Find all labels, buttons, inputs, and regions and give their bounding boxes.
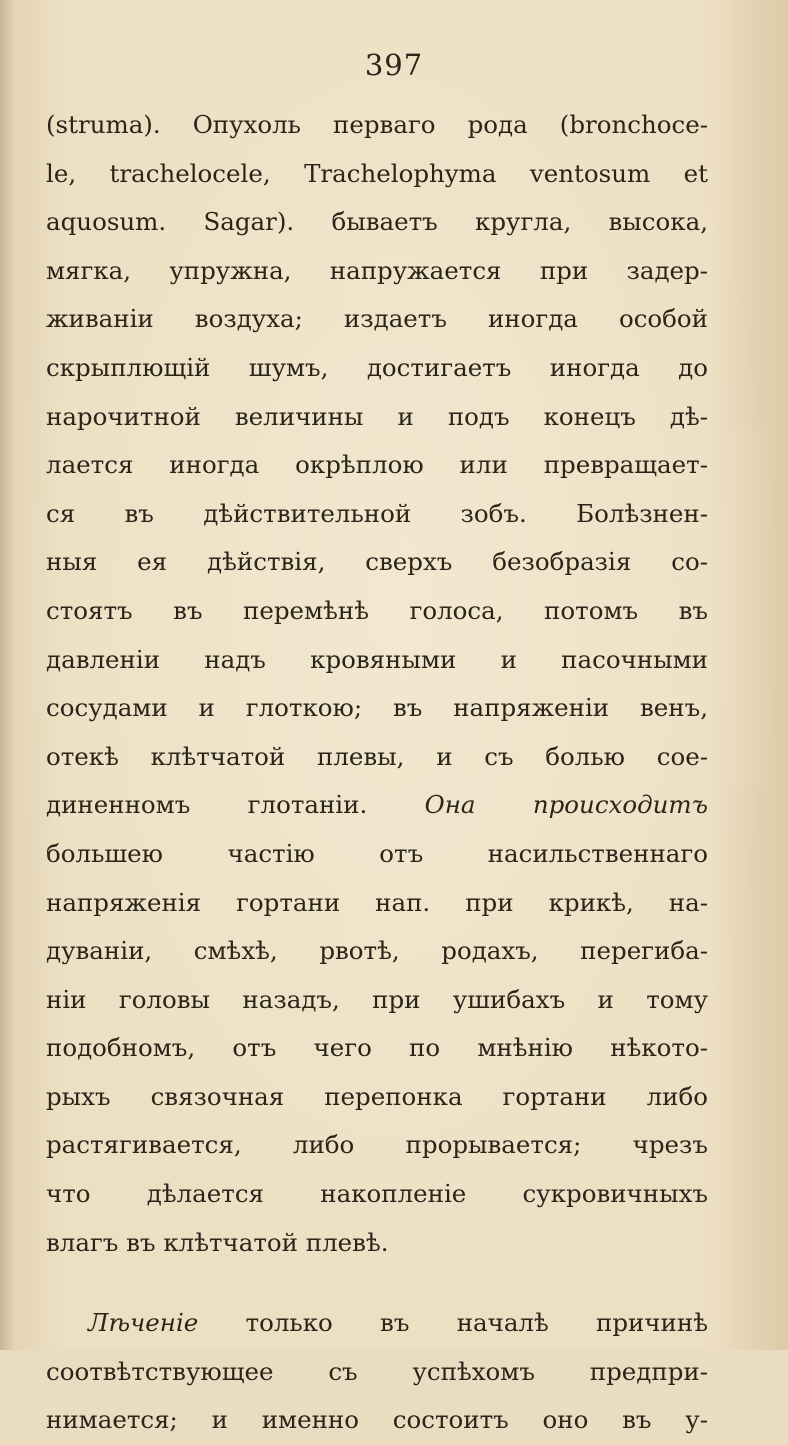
text-line-last: влагъ въ клѣтчатой плевѣ. xyxy=(46,1227,389,1257)
text-line: давленіи надъ кровяными и пасочными xyxy=(46,644,708,674)
text-line: отекѣ клѣтчатой плевы, и съ болью сое- xyxy=(46,741,708,771)
text-line: растягивается, либо прорывается; чрезъ xyxy=(46,1130,708,1160)
text-line: сосудами и глоткою; въ напряженіи венъ, xyxy=(46,693,708,723)
text-line: aquosum. Sagar). бываетъ кругла, высока, xyxy=(46,207,708,237)
text-line: (struma). Опухоль перваго рода (bronchoce- xyxy=(46,110,708,139)
text-line: соотвѣтствующее съ успѣхомъ предпри- xyxy=(46,1356,708,1386)
paragraph-2 xyxy=(46,1299,708,1445)
text-line: дуваніи, смѣхѣ, рвотѣ, родахъ, перегиба- xyxy=(46,936,708,966)
text-line: напряженія гортани нап. при крикѣ, на- xyxy=(46,887,708,917)
text-line: стоятъ въ перемѣнѣ голоса, потомъ въ xyxy=(46,595,708,625)
text-line-with-italic xyxy=(46,1299,708,1348)
text-line: мягка, упружна, напружается при задер- xyxy=(46,255,708,285)
text-body xyxy=(46,101,708,1445)
text-line: живаніи воздуха; издаетъ иногда особой xyxy=(46,304,708,334)
text-line: le, trachelocele, Trachelophyma ventosum et xyxy=(46,158,708,188)
italic-phrase: Она происходитъ xyxy=(424,790,708,820)
text-line: нарочитной величины и подъ конецъ дѣ- xyxy=(46,401,708,431)
text-line: скрыплющій шумъ, достигаетъ иногда до xyxy=(46,352,708,382)
text-line: нимается; и именно состоитъ оно въ у- xyxy=(46,1405,708,1435)
text-line-with-italic xyxy=(46,781,708,830)
paragraph-gap xyxy=(46,1267,708,1299)
text-line: ніи головы назадъ, при ушибахъ и тому xyxy=(46,984,708,1014)
text-line: ныя ея дѣйствія, сверхъ безобразія со- xyxy=(46,547,708,577)
text-line: рыхъ связочная перепонка гортани либо xyxy=(46,1081,708,1111)
text-line: что дѣлается накопленіе сукровичныхъ xyxy=(46,1179,708,1209)
text-line: лается иногда окрѣплою или превращает- xyxy=(46,450,708,480)
spine-shadow xyxy=(0,0,14,1350)
text-segment: только въ началѣ причинѣ xyxy=(198,1308,708,1338)
text-line: ся въ дѣйствительной зобъ. Болѣзнен- xyxy=(46,498,708,528)
paragraph-1 xyxy=(46,101,708,1267)
page-number: 397 xyxy=(364,48,424,82)
italic-phrase: Лѣченіе xyxy=(88,1308,199,1338)
text-line: подобномъ, отъ чего по мнѣнію нѣкото- xyxy=(46,1033,708,1063)
text-segment: диненномъ глотаніи. xyxy=(46,790,425,820)
text-line: большею частію отъ насильственнаго xyxy=(46,838,708,868)
